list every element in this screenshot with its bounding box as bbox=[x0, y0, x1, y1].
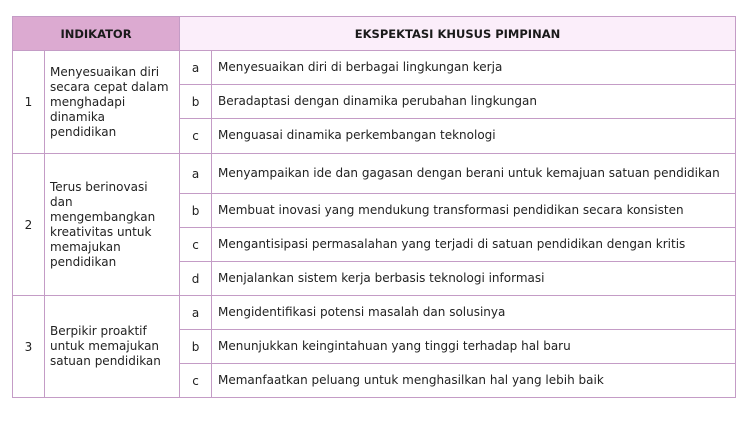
indicator-number: 1 bbox=[13, 51, 45, 154]
expectation-text: Beradaptasi dengan dinamika perubahan lingkungan bbox=[212, 85, 736, 119]
expectation-text: Memanfaatkan peluang untuk menghasilkan hal yang lebih baik bbox=[212, 364, 736, 398]
expectation-letter: a bbox=[180, 51, 212, 85]
expectation-letter: c bbox=[180, 119, 212, 154]
expectation-letter: d bbox=[180, 262, 212, 296]
indicator-number: 2 bbox=[13, 154, 45, 296]
header-ekspektasi: EKSPEKTASI KHUSUS PIMPINAN bbox=[180, 17, 736, 51]
expectation-text: Mengidentifikasi potensi masalah dan solusinya bbox=[212, 296, 736, 330]
expectation-letter: c bbox=[180, 364, 212, 398]
table-row bbox=[13, 51, 736, 85]
expectation-letter: b bbox=[180, 194, 212, 228]
expectation-letter: b bbox=[180, 85, 212, 119]
expectation-text: Menguasai dinamika perkembangan teknologi bbox=[212, 119, 736, 154]
indicator-text: Berpikir proaktif untuk memajukan satuan pendidikan bbox=[45, 296, 180, 398]
expectation-table bbox=[12, 16, 736, 398]
expectation-letter: b bbox=[180, 330, 212, 364]
table-header-row bbox=[13, 17, 736, 51]
expectation-text: Menjalankan sistem kerja berbasis teknologi informasi bbox=[212, 262, 736, 296]
expectation-text: Menyesuaikan diri di berbagai lingkungan kerja bbox=[212, 51, 736, 85]
expectation-letter: a bbox=[180, 154, 212, 194]
table-row bbox=[13, 154, 736, 194]
indicator-number: 3 bbox=[13, 296, 45, 398]
table-row bbox=[13, 296, 736, 330]
indicator-text: Terus berinovasi dan mengembangkan kreativitas untuk memajukan pendidikan bbox=[45, 154, 180, 296]
table-body bbox=[13, 51, 736, 398]
expectation-text: Menyampaikan ide dan gagasan dengan berani untuk kemajuan satuan pendidikan bbox=[212, 154, 736, 194]
indicator-text: Menyesuaikan diri secara cepat dalam menghadapi dinamika pendidikan bbox=[45, 51, 180, 154]
expectation-text: Menunjukkan keingintahuan yang tinggi terhadap hal baru bbox=[212, 330, 736, 364]
expectation-text: Membuat inovasi yang mendukung transformasi pendidikan secara konsisten bbox=[212, 194, 736, 228]
expectation-text: Mengantisipasi permasalahan yang terjadi di satuan pendidikan dengan kritis bbox=[212, 228, 736, 262]
header-indikator: INDIKATOR bbox=[13, 17, 180, 51]
expectation-letter: c bbox=[180, 228, 212, 262]
expectation-letter: a bbox=[180, 296, 212, 330]
